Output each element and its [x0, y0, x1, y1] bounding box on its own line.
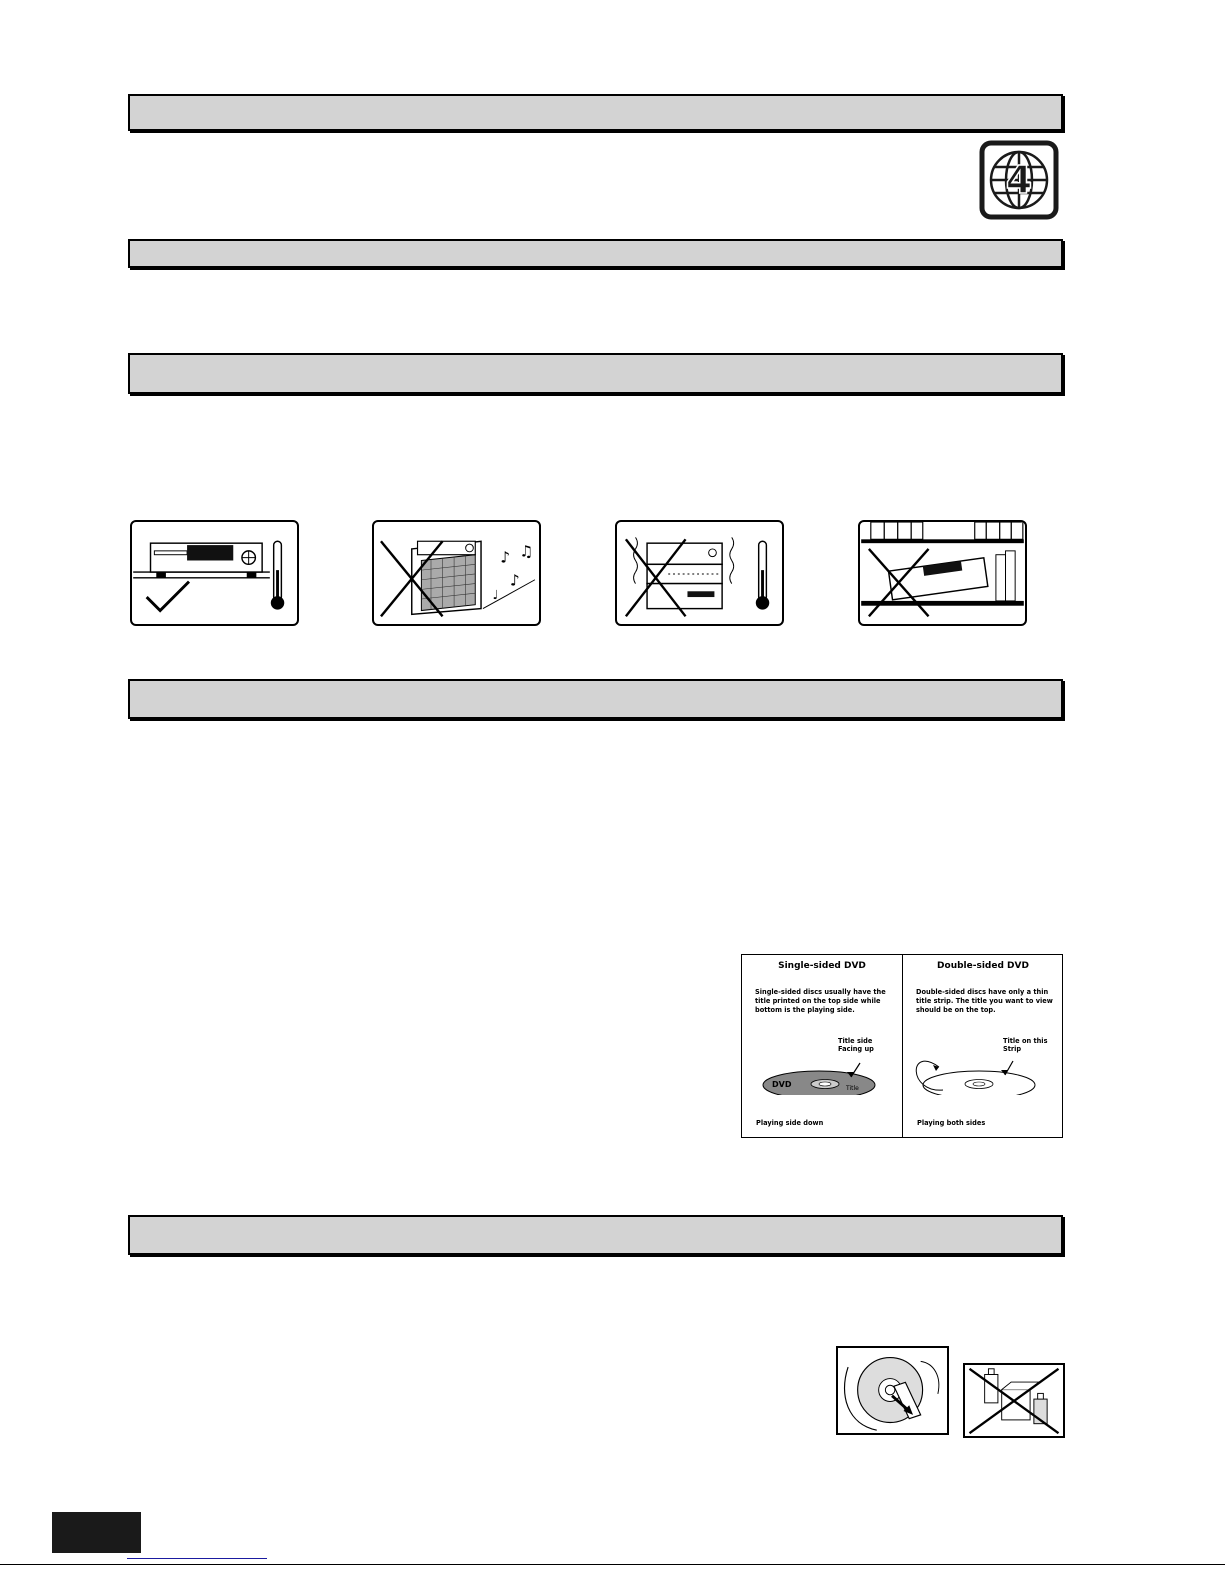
disc-dvd-text: DVD [772, 1080, 792, 1089]
double-sided-title: Double-sided DVD [937, 961, 1029, 971]
footer-link-underline[interactable] [127, 1558, 267, 1559]
playing-both-sides-label: Playing both sides [917, 1119, 986, 1127]
double-sided-panel [903, 955, 1063, 1137]
section-header-bar [128, 94, 1063, 131]
section-header-bar [128, 353, 1063, 394]
section-header-bar [128, 679, 1063, 719]
no-solvents-illustration [963, 1363, 1065, 1438]
avoid-heat-stacking-illustration [615, 520, 784, 626]
avoid-vibration-illustration [372, 520, 541, 626]
single-sided-title: Single-sided DVD [778, 961, 866, 971]
disc-cleaning-illustration [836, 1346, 949, 1435]
title-strip-label: Title on this Strip [1003, 1037, 1048, 1053]
svg-text:♪: ♪ [509, 571, 520, 590]
region-number: 4 [1005, 158, 1033, 202]
playing-side-label: Playing side down [756, 1119, 824, 1127]
svg-text:♩: ♩ [492, 586, 499, 602]
placement-ok-illustration [130, 520, 299, 626]
dvd-types-diagram [741, 954, 1063, 1138]
section-header-bar [128, 1215, 1063, 1255]
page-number-block [52, 1512, 141, 1553]
single-sided-description: Single-sided discs usually have the title printed on the top side while bottom is the playing side. [755, 988, 886, 1014]
title-side-label: Title side Facing up [838, 1037, 874, 1053]
disc-title-text: Title [846, 1085, 859, 1092]
double-sided-description: Double-sided discs have only a thin title strip. The title you want to view should be on the top. [916, 988, 1053, 1014]
double-sided-disc-icon [903, 1025, 1063, 1095]
single-sided-disc-icon [742, 1025, 902, 1095]
region-code-badge [979, 140, 1059, 220]
svg-text:♫: ♫ [519, 542, 534, 561]
footer-rule [0, 1564, 1225, 1565]
svg-text:♪: ♪ [500, 548, 511, 567]
single-sided-panel [742, 955, 903, 1137]
avoid-enclosed-space-illustration [858, 520, 1027, 626]
section-header-bar [128, 239, 1063, 268]
